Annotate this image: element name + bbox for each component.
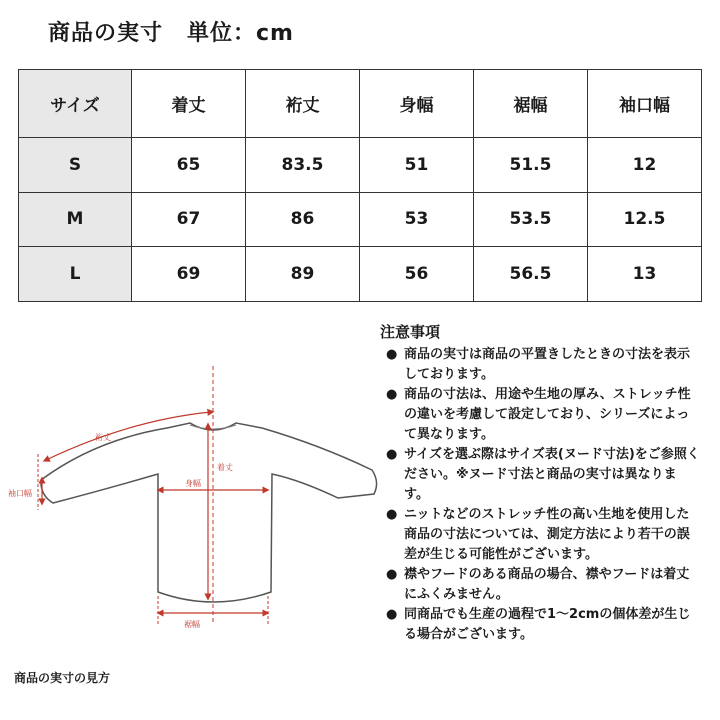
table-header-row [19,70,702,138]
bullet-icon: ● [386,607,398,622]
list-item [380,565,700,605]
note-text: 商品の寸法は、用途や生地の厚み、ストレッチ性の違いを考慮して設定しており、シリーズによって異なります。 [404,387,691,442]
table-cell: 53.5 [474,192,588,247]
table-cell: 12.5 [588,192,702,247]
table-cell: 67 [132,192,246,247]
label-kitake: 着丈 [217,463,233,472]
size-table [18,69,702,302]
table-cell: 12 [588,137,702,192]
header-cell-yukitake: 裄丈 [246,70,360,138]
table-cell: 65 [132,137,246,192]
notes-title: 注意事項 [380,323,441,341]
table-row [19,137,702,192]
size-label: L [19,247,132,302]
table-cell: 89 [246,247,360,302]
notes-section [380,321,700,645]
unit-label: 単位：cm [187,21,294,46]
note-text: 襟やフードのある商品の場合、襟やフードは着丈にふくみません。 [404,567,690,602]
table-cell: 56.5 [474,247,588,302]
header-cell-sodeguchi: 袖口幅 [588,70,702,138]
table-row [19,247,702,302]
table-row [19,192,702,247]
table-cell: 69 [132,247,246,302]
bullet-icon: ● [386,347,398,362]
header-cell-susohaba: 裾幅 [474,70,588,138]
table-cell: 51 [360,137,474,192]
notes-list [380,345,700,645]
label-susohaba: 裾幅 [184,620,200,629]
list-item [380,605,700,645]
size-label: S [19,137,132,192]
header-cell-kitake: 着丈 [132,70,246,138]
label-mihaba: 身幅 [185,479,201,488]
note-text: ニットなどのストレッチ性の高い生地を使用した商品の寸法については、測定方法により若干の誤差が生じる可能性がございます。 [404,507,690,562]
label-sodeguchi: 袖口幅 [8,489,32,498]
note-text: サイズを選ぶ際はサイズ表(ヌード寸法)をご参照ください。※ヌード寸法と商品の実寸は異なります。 [404,447,700,502]
table-cell: 53 [360,192,474,247]
title-text: 商品の実寸 [48,21,164,46]
table-cell: 86 [246,192,360,247]
page-title [48,16,294,47]
measurement-diagram [0,345,385,645]
list-item [380,445,700,505]
table-cell: 56 [360,247,474,302]
yukitake-arrow [46,412,211,460]
bullet-icon: ● [386,447,398,462]
list-item [380,385,700,445]
bullet-icon: ● [386,387,398,402]
bullet-icon: ● [386,507,398,522]
table-cell: 51.5 [474,137,588,192]
diagram-caption: 商品の実寸の見方 [14,671,111,685]
header-cell-size: サイズ [19,70,132,138]
size-label: M [19,192,132,247]
table-cell: 83.5 [246,137,360,192]
garment-outline [41,423,377,602]
list-item [380,505,700,565]
table-cell: 13 [588,247,702,302]
list-item [380,345,700,385]
bullet-icon: ● [386,567,398,582]
header-cell-mihaba: 身幅 [360,70,474,138]
note-text: 同商品でも生産の過程で1～2cmの個体差が生じる場合がございます。 [404,607,691,642]
note-text: 商品の実寸は商品の平置きしたときの寸法を表示しております。 [404,347,691,382]
label-yukitake: 裄丈 [95,433,111,442]
